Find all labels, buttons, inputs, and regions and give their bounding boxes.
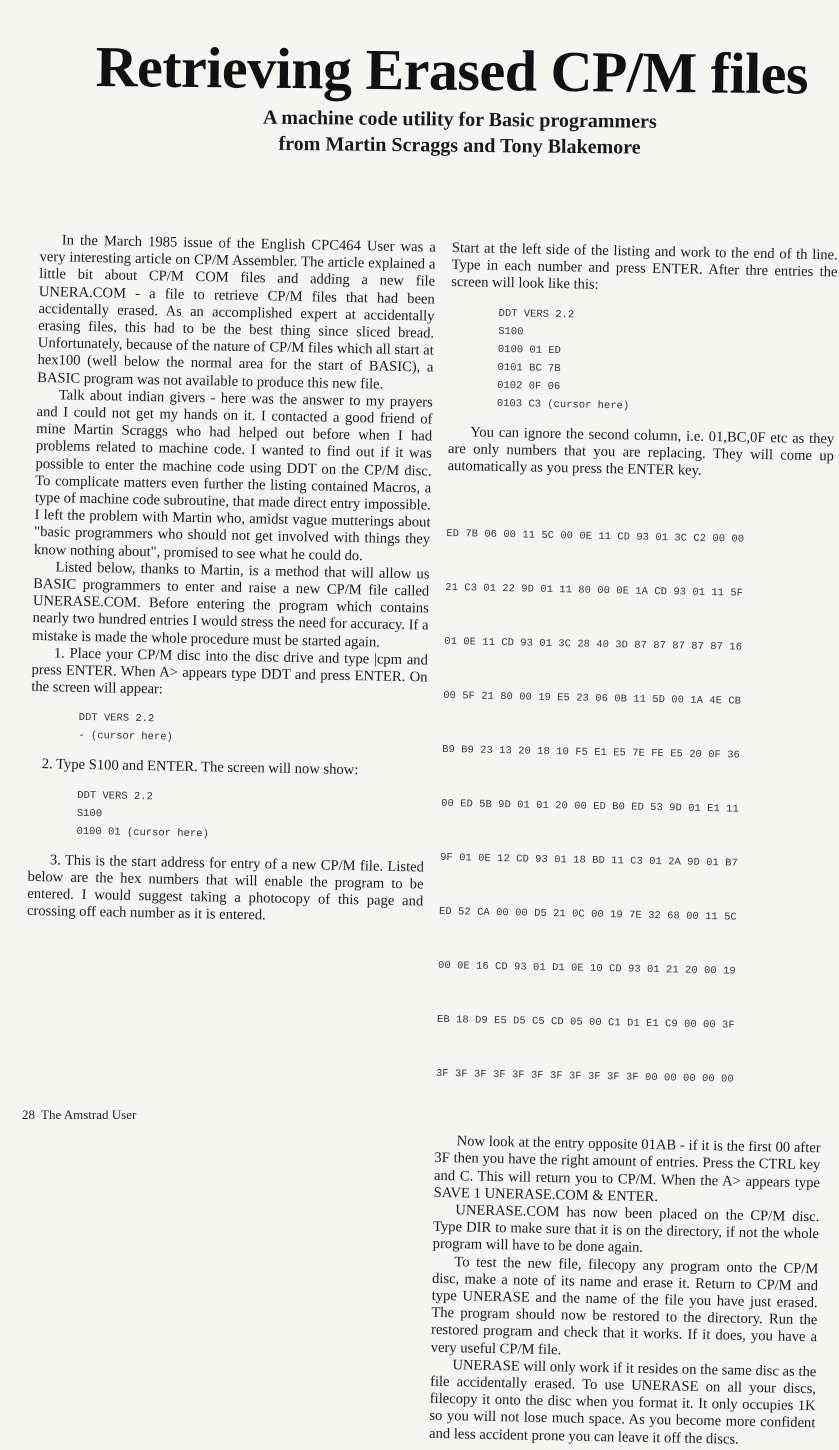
paragraph: To test the new file, filecopy any program onto the CP/M disc, make a note of its name and erase it. Return to CP/M and type UNERASE and the name of the file you have just erased. The program should now be restored to the directory. Run the restored program and check that it works. If it does, you have a very useful CP/M file.	[430, 1253, 819, 1358]
paragraph: Start at the left side of the listing and work to the end of th line. Type in each number and press ENTER. After thre entries the screen will look like this:	[451, 240, 838, 294]
hex-row: 3F 3F 3F 3F 3F 3F 3F 3F 3F 3F 3F 00 00 00 00 00	[435, 1068, 734, 1086]
article-subtitle	[199, 104, 720, 161]
hex-listing	[435, 489, 833, 1126]
screen-line: 0101 BC 7B	[497, 361, 561, 375]
article-title: Retrieving Erased CP/M files	[95, 34, 809, 107]
screen-line: DDT VERS 2.2	[78, 712, 155, 726]
paragraph: You can ignore the second column, i.e. 01,BC,0F etc as they are only numbers that you are replacing. They will come up automatically as you press the ENTER key.	[447, 423, 835, 479]
paragraph: Talk about indian givers - here was the answer to my prayers and I could not get my hands on it. I contacted a good friend of mine Martin Scraggs who had helped out before when I had problems related to machine code. I wanted to find out if it was possible to enter the machine code using DDT on the CP/M disc. To complicate matters even further the listing contained Macros, a type of machine code subroutine, that made direct entry impossible. I left the problem with Martin who, amidst vague mutterings about "basic programmers who should not get involved with things they know nothing about", promised to see what he could do.	[33, 387, 433, 564]
hex-row: B9 B9 23 13 20 18 10 F5 E1 E5 7E FE E5 20 0F 36	[442, 744, 741, 762]
subtitle-line-1: A machine code utility for Basic programmers	[262, 106, 657, 133]
hex-row: 00 5F 21 80 00 19 E5 23 06 0B 11 5D 00 1A 4E CB	[443, 690, 742, 708]
screen-output-2	[76, 787, 425, 848]
screen-line: 0103 C3 (cursor here)	[496, 397, 630, 413]
step-3: 3. This is the start address for entry of a new CP/M file. Listed below are the hex numbers that will enable the program to be entered. I would suggest taking a photocopy of this page and crossing off each number as it is entered.	[26, 851, 425, 924]
right-column	[429, 240, 838, 1450]
left-column	[27, 232, 436, 928]
hex-row: ED 52 CA 00 00 D5 21 0C 00 19 7E 32 68 00 11 5C	[438, 906, 737, 924]
hex-row: 01 0E 11 CD 93 01 3C 28 40 3D 87 87 87 87 87 16	[444, 636, 743, 654]
screen-line: 0100 01 (cursor here)	[76, 825, 209, 841]
page-footer	[22, 1107, 142, 1123]
hex-row: ED 7B 06 00 11 5C 00 0E 11 CD 93 01 3C C2 00 00	[446, 528, 745, 546]
paragraph: UNERASE.COM has now been placed on the CP/M disc. Type DIR to make sure that it is on the directory, if not the whole program will have to be done again.	[432, 1202, 820, 1257]
screen-line: 0102 0F 06	[497, 379, 561, 393]
subtitle-line-2: from Martin Scraggs and Tony Blakemore	[278, 132, 641, 159]
screen-line: S100	[498, 325, 524, 338]
hex-row: EB 18 D9 E5 D5 C5 CD 05 00 C1 D1 E1 C9 00 00 3F	[436, 1014, 735, 1032]
paragraph: UNERASE will only work if it resides on the same disc as the file accidentally erased. To use UNERASE on all your discs, filecopy it onto the disc when you format it. It only occupies 1K so you will not lose much space. As you become more confident and less accident prone you can leave it off the discs.	[428, 1357, 817, 1448]
screen-output-1	[78, 709, 427, 752]
hex-row: 00 ED 5B 9D 01 01 20 00 ED B0 ED 53 9D 01 E1 11	[441, 798, 739, 816]
screen-line: DDT VERS 2.2	[77, 789, 153, 803]
paragraph: Now look at the entry opposite 01AB - if it is the first 00 after 3F then you have the right amount of entries. Press the CTRL key and C. This will return you to CP/M. When the A> appears type SAVE 1 UNERASE.COM & ENTER.	[433, 1133, 821, 1205]
screen-line: DDT VERS 2.2	[498, 307, 575, 321]
paragraph: In the March 1985 issue of the English CPC464 User was a very interesting article on CP/M Assembler. The article explained a little bit about CP/M COM files and adding a new file UNERA.COM - a file to retrieve CP/M files that had been accidentally erased. As an accomplished expert at accidentally erasing files, this had to be the best thing since sliced bread. Unfortunately, because of the nature of CP/M files which all start at hex100 (well below the normal area for the start of BASIC), a BASIC program was not available to produce this new file.	[37, 232, 436, 393]
hex-row: 9F 01 0E 12 CD 93 01 18 BD 11 C3 01 2A 9D 01 B7	[440, 852, 738, 870]
step-2: 2. Type S100 and ENTER. The screen will now show:	[41, 756, 359, 779]
page-number: 28	[22, 1107, 35, 1122]
hex-row: 00 0E 16 CD 93 01 D1 0E 10 CD 93 01 21 20 00 19	[437, 960, 736, 978]
screen-line: S100	[76, 807, 103, 820]
publication-name: The Amstrad User	[41, 1107, 137, 1122]
paragraph: Listed below, thanks to Martin, is a method that will allow us BASIC programmers to enter and raise a new CP/M file called UNERASE.COM. Before entering the program which contains nearly two hundred entries I would stress the need for accuracy. If a mistake is made the whole procedure must be started again.	[32, 559, 430, 651]
screen-line: 0100 01 ED	[497, 343, 562, 357]
step-1: 1. Place your CP/M disc into the disc drive and type |cpm and press ENTER. When A> appears type DDT and press ENTER. On the screen will appear:	[31, 645, 429, 698]
screen-line: - (cursor here)	[78, 730, 173, 745]
screen-output-3	[497, 305, 837, 419]
hex-row: 21 C3 01 22 9D 01 11 80 00 0E 1A CD 93 01 11 5F	[445, 582, 744, 600]
